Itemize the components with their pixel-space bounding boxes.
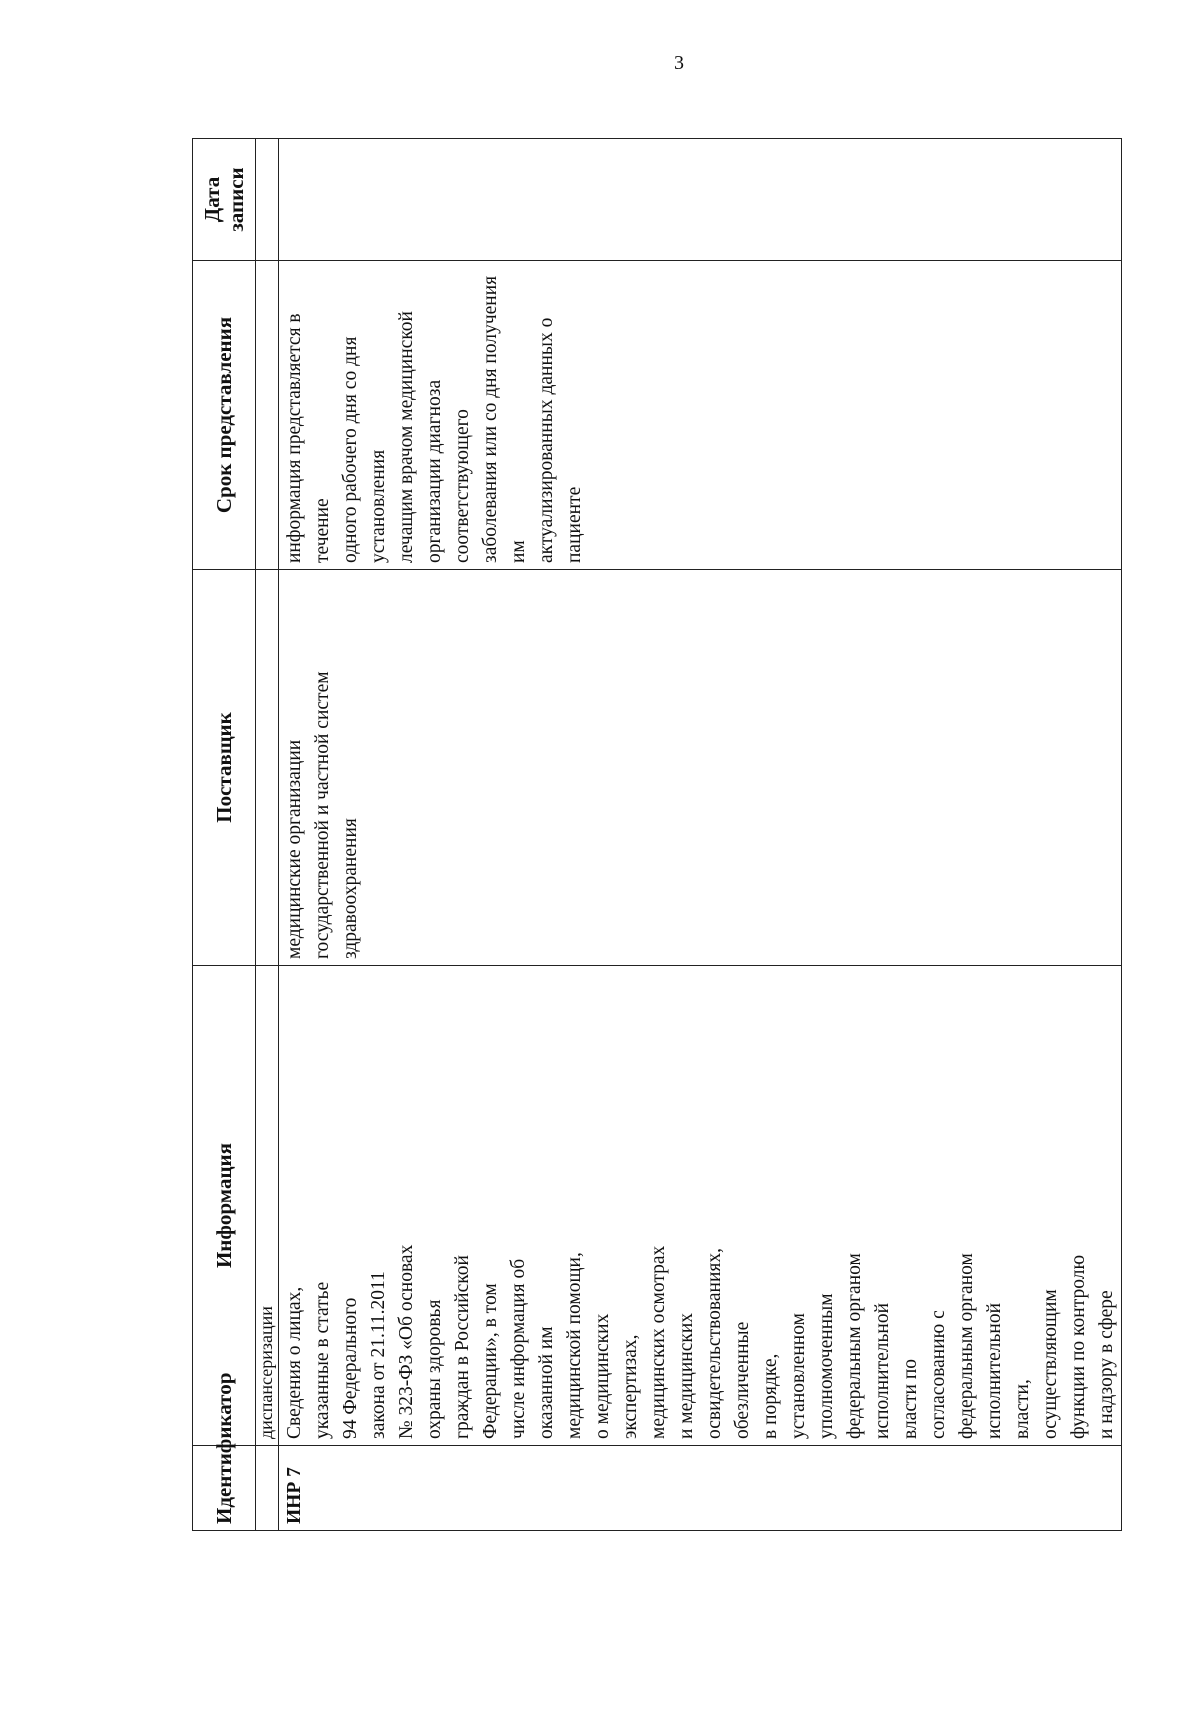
- information-line: и надзору в сфере: [1096, 1290, 1117, 1439]
- information-line: медицинских осмотрах: [648, 1245, 669, 1439]
- table-row: [279, 139, 1122, 1531]
- information-line: федеральным органом: [956, 1253, 977, 1439]
- information-line: Федерации», в том: [480, 1283, 501, 1439]
- supplier-line: государственной и частной систем: [312, 671, 333, 959]
- information-line: исполнительной: [872, 1302, 893, 1439]
- information-line: власти по: [900, 1358, 921, 1439]
- information-line: и медицинских: [676, 1312, 697, 1439]
- information-line: обезличенные: [732, 1321, 753, 1439]
- header-deadline: Срок представления: [193, 261, 256, 570]
- supplier-line: медицинские организации: [284, 739, 305, 959]
- continuation-date: [256, 139, 279, 261]
- table-header-row: [193, 139, 256, 1531]
- information-line: оказанной им: [536, 1326, 557, 1439]
- information-line: о медицинских: [592, 1313, 613, 1439]
- information-line: 94 Федерального: [340, 1297, 361, 1439]
- information-line: согласованию с: [928, 1310, 949, 1439]
- deadline-line: актуализированных данных о пациенте: [536, 317, 585, 563]
- information-line: числе информация об: [508, 1258, 529, 1439]
- header-information: Информация: [193, 966, 256, 1446]
- continuation-identifier: [256, 1446, 279, 1531]
- information-line: граждан в Российской: [452, 1255, 473, 1439]
- row-date: [279, 139, 1122, 261]
- row-identifier: ИНР 7: [279, 1446, 1122, 1531]
- information-line: исполнительной: [984, 1302, 1005, 1439]
- information-line: медицинской помощи,: [564, 1252, 585, 1439]
- row-deadline: [279, 261, 1122, 570]
- information-line: в порядке,: [760, 1353, 781, 1439]
- header-date-line1: Дата: [200, 176, 224, 223]
- information-line: власти,: [1012, 1379, 1033, 1439]
- information-line: указанные в статье: [312, 1281, 333, 1439]
- continuation-row: [256, 139, 279, 1531]
- information-line: установленном: [788, 1313, 809, 1439]
- information-line: Сведения о лицах,: [284, 1286, 305, 1439]
- information-line: освидетельствованиях,: [704, 1248, 725, 1439]
- row-information: [279, 966, 1122, 1446]
- deadline-line: организации диагноза соответствующего: [424, 379, 473, 563]
- document-table-rotated: [192, 139, 1120, 1531]
- header-supplier: Поставщик: [193, 570, 256, 966]
- document-table: [192, 138, 1122, 1531]
- row-supplier: [279, 570, 1122, 966]
- continuation-information: диспансеризации: [256, 966, 279, 1446]
- information-line: охраны здоровья: [424, 1299, 445, 1439]
- header-date: [193, 139, 256, 261]
- deadline-line: лечащим врачом медицинской: [396, 311, 417, 563]
- supplier-line: здравоохранения: [340, 818, 361, 959]
- information-line: уполномоченным: [816, 1293, 837, 1439]
- information-line: закона от 21.11.2011: [368, 1271, 389, 1439]
- information-line: № 323-ФЗ «Об основах: [396, 1244, 417, 1439]
- information-line: федеральным органом: [844, 1253, 865, 1439]
- information-line: экспертизах,: [620, 1334, 641, 1439]
- information-line: осуществляющим: [1040, 1289, 1061, 1439]
- header-identifier: Идентификатор: [193, 1446, 256, 1531]
- deadline-line: заболевания или со дня получения им: [480, 275, 529, 563]
- information-line: функции по контролю: [1068, 1254, 1089, 1439]
- continuation-deadline: [256, 261, 279, 570]
- deadline-line: одного рабочего дня со дня установления: [340, 336, 389, 563]
- continuation-supplier: [256, 570, 279, 966]
- header-date-line2: записи: [224, 167, 248, 232]
- page-number: 3: [674, 52, 684, 74]
- deadline-line: информация представляется в течение: [284, 313, 333, 563]
